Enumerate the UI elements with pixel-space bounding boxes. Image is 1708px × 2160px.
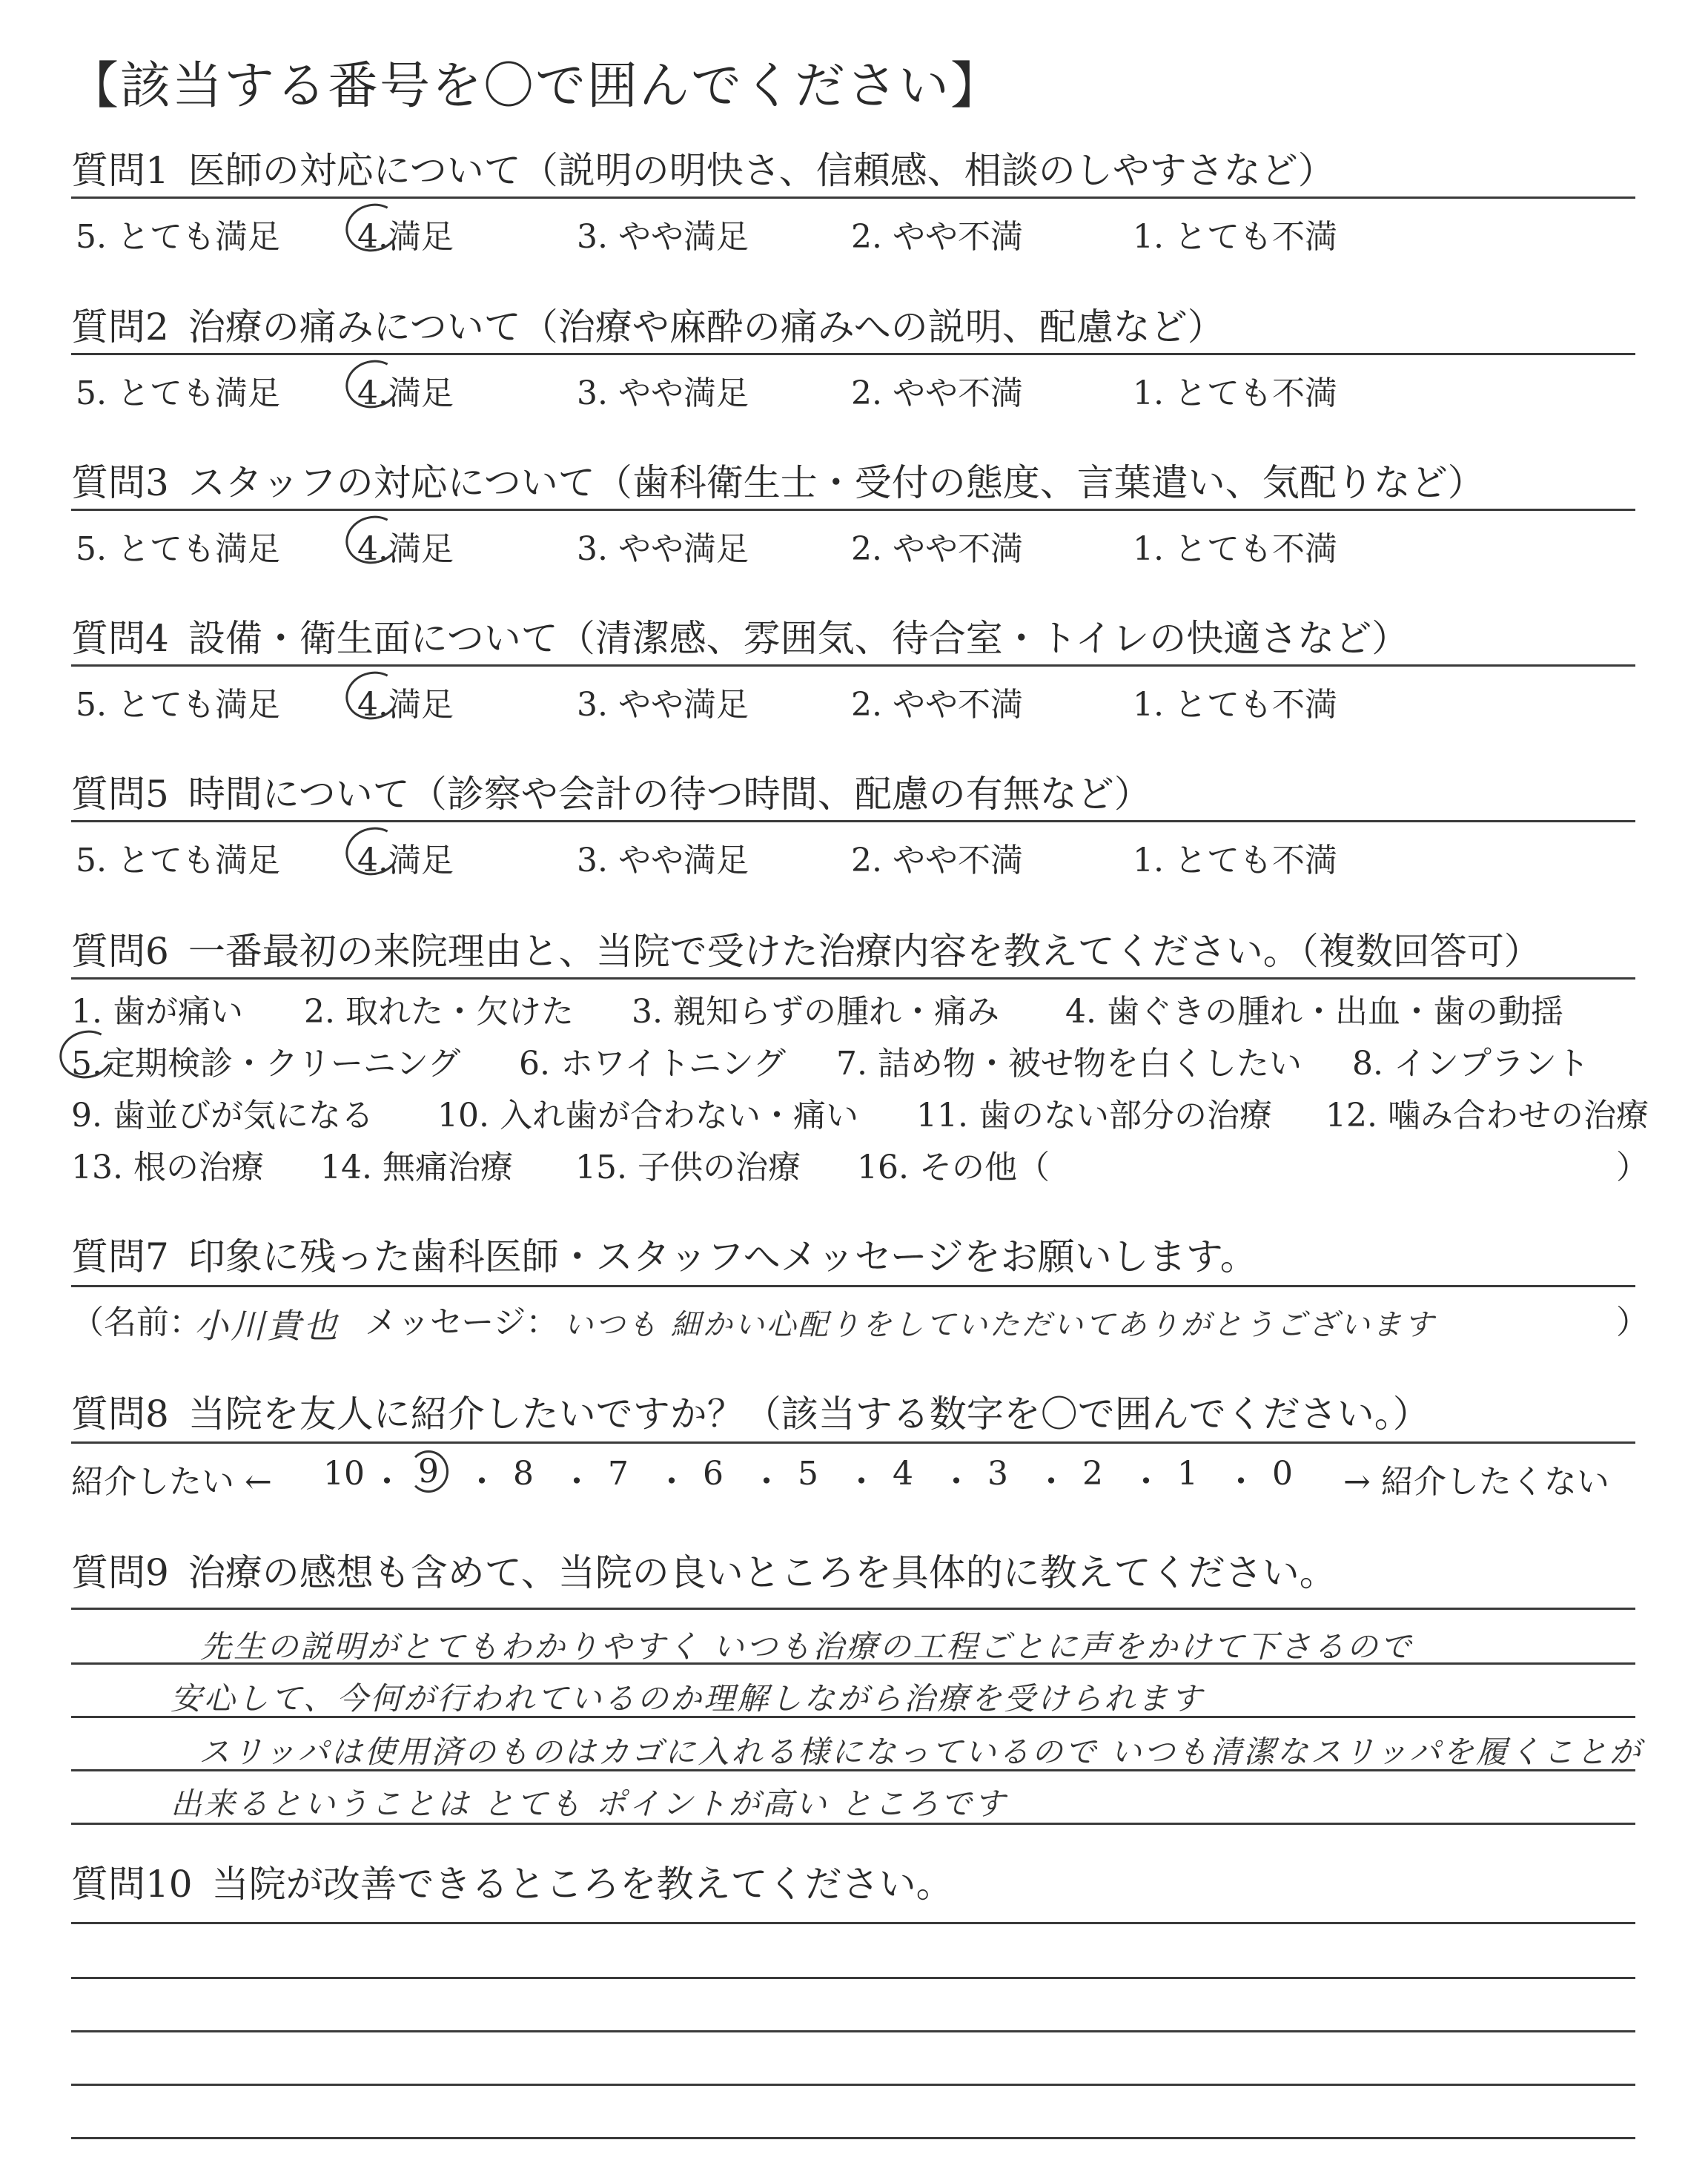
- rating-option-1[interactable]: 1. とても不満: [1133, 374, 1337, 412]
- divider: [71, 353, 1635, 355]
- rating-options: [71, 210, 1635, 254]
- visit-reason-option-5[interactable]: 5.定期検診・クリーニング: [71, 1037, 460, 1084]
- instruction-heading: 【該当する番号を〇で囲んでください】: [68, 57, 1003, 116]
- rating-option-1[interactable]: 1. とても不満: [1133, 842, 1337, 879]
- handwritten-answer-line[interactable]: 先生の説明がとてもわかりやすく いつも治療の工程ごとに声をかけて下さるので: [200, 1628, 1414, 1665]
- scale-value-7[interactable]: 7: [608, 1455, 629, 1493]
- rating-option-4[interactable]: 4.満足: [357, 833, 454, 881]
- question-3: [71, 461, 1635, 504]
- scale-value-3[interactable]: 3: [987, 1455, 1008, 1493]
- rating-option-2[interactable]: 2. やや不満: [851, 374, 1023, 412]
- divider: [71, 1285, 1635, 1287]
- scale-separator: ・: [371, 1463, 403, 1501]
- visit-reason-option-7[interactable]: 7. 詰め物・被せ物を白くしたい: [836, 1045, 1302, 1083]
- rating-options: [71, 833, 1635, 878]
- rating-option-2[interactable]: 2. やや不満: [851, 530, 1023, 568]
- scale-right-label: → 紹介したくない: [1343, 1463, 1609, 1501]
- answer-line[interactable]: [71, 1922, 1635, 1924]
- scale-value-8[interactable]: 8: [513, 1455, 534, 1493]
- scale-value-5[interactable]: 5: [798, 1455, 818, 1493]
- scale-value-10[interactable]: 10: [323, 1455, 365, 1493]
- handwritten-answer-line[interactable]: 安心して、今何が行われているのか理解しながら治療を受けられます: [171, 1680, 1205, 1717]
- visit-reason-option-3[interactable]: 3. 親知らずの腫れ・痛み: [632, 993, 999, 1031]
- question-number: 質問10: [71, 1863, 193, 1906]
- visit-reason-option-2[interactable]: 2. 取れた・欠けた: [304, 993, 574, 1031]
- rating-option-2[interactable]: 2. やや不満: [851, 686, 1023, 724]
- rating-option-1[interactable]: 1. とても不満: [1133, 530, 1337, 568]
- answer-line[interactable]: [71, 1977, 1635, 1979]
- rating-option-1[interactable]: 1. とても不満: [1133, 686, 1337, 724]
- question-number: 質問1: [71, 149, 169, 192]
- question-text: 一番最初の来院理由と、当院で受けた治療内容を教えてください。（複数回答可）: [188, 930, 1541, 973]
- rating-option-4[interactable]: 4.満足: [357, 210, 454, 257]
- message-label: メッセージ：: [365, 1304, 559, 1341]
- visit-reason-option-6[interactable]: 6. ホワイトニング: [519, 1045, 787, 1083]
- rating-option-1[interactable]: 1. とても不満: [1133, 218, 1337, 256]
- handwritten-answer-line[interactable]: 出来るということは とても ポイントが高い ところです: [171, 1786, 1007, 1822]
- scale-value-2[interactable]: 2: [1082, 1455, 1103, 1493]
- rating-option-3[interactable]: 3. やや満足: [577, 218, 749, 256]
- rating-option-4[interactable]: 4.満足: [357, 366, 454, 414]
- rating-option-5[interactable]: 5. とても満足: [76, 686, 280, 724]
- divider: [71, 196, 1635, 199]
- divider: [71, 509, 1635, 511]
- question-10: [71, 1863, 1635, 1906]
- scale-separator: ・: [1130, 1463, 1162, 1501]
- rating-options: [71, 522, 1635, 567]
- visit-reason-option-10[interactable]: 10. 入れ歯が合わない・痛い: [437, 1097, 858, 1135]
- question-number: 質問9: [71, 1551, 169, 1594]
- scale-left-label: 紹介したい ←: [71, 1463, 272, 1501]
- question-text: 当院を友人に紹介したいですか？（該当する数字を〇で囲んでください。）: [188, 1393, 1430, 1436]
- visit-reason-option-8[interactable]: 8. インプラント: [1352, 1045, 1589, 1083]
- scale-separator: ・: [845, 1463, 878, 1501]
- scale-separator: ・: [750, 1463, 783, 1501]
- message-value[interactable]: いつも 細かい心配りをしていただいてありがとうございます: [563, 1308, 1436, 1342]
- question-6: [71, 930, 1635, 973]
- question-text: 医師の対応について（説明の明快さ、信頼感、相談のしやすさなど）: [188, 149, 1335, 192]
- rating-option-3[interactable]: 3. やや満足: [577, 374, 749, 412]
- question-number: 質問6: [71, 930, 169, 973]
- question-text: 治療の痛みについて（治療や麻酔の痛みへの説明、配慮など）: [188, 305, 1225, 349]
- question-text: 当院が改善できるところを教えてください。: [211, 1863, 953, 1906]
- question-9: [71, 1551, 1635, 1594]
- visit-reason-option-16[interactable]: 16. その他（: [857, 1149, 1050, 1186]
- rating-option-3[interactable]: 3. やや満足: [577, 842, 749, 879]
- scale-separator: ・: [940, 1463, 973, 1501]
- scale-separator: ・: [655, 1463, 688, 1501]
- question-8: [71, 1393, 1635, 1436]
- visit-reason-option-12[interactable]: 12. 噛み合わせの治療: [1325, 1097, 1649, 1135]
- visit-reason-option-11[interactable]: 11. 歯のない部分の治療: [916, 1097, 1272, 1135]
- rating-option-5[interactable]: 5. とても満足: [76, 842, 280, 879]
- question-number: 質問2: [71, 305, 169, 349]
- scale-value-0[interactable]: 0: [1272, 1455, 1293, 1493]
- question-number: 質問4: [71, 617, 169, 660]
- handwritten-answer-line[interactable]: スリッパは使用済のものはカゴに入れる様になっているので いつも清潔なスリッパを履くことが: [199, 1734, 1643, 1770]
- question-4: [71, 617, 1635, 660]
- message-close-paren: ）: [1616, 1304, 1649, 1341]
- name-value[interactable]: 小川貴也: [194, 1306, 340, 1346]
- rating-options: [71, 678, 1635, 722]
- rating-option-5[interactable]: 5. とても満足: [76, 218, 280, 256]
- rating-options: [71, 366, 1635, 411]
- question-text: スタッフの対応について（歯科衛生士・受付の態度、言葉遣い、気配りなど）: [188, 461, 1485, 504]
- rating-option-2[interactable]: 2. やや不満: [851, 218, 1023, 256]
- divider: [71, 820, 1635, 822]
- question-2: [71, 305, 1635, 349]
- rating-option-5[interactable]: 5. とても満足: [76, 530, 280, 568]
- question-1: [71, 149, 1635, 192]
- question-5: [71, 773, 1635, 816]
- scale-separator: ・: [1225, 1463, 1257, 1501]
- question-number: 質問3: [71, 461, 169, 504]
- question-text: 印象に残った歯科医師・スタッフへメッセージをお願いします。: [188, 1235, 1257, 1278]
- visit-reason-option-13[interactable]: 13. 根の治療: [71, 1149, 264, 1186]
- visit-reason-option-1[interactable]: 1. 歯が痛い: [71, 993, 243, 1031]
- scale-separator: ・: [1035, 1463, 1068, 1501]
- rating-option-2[interactable]: 2. やや不満: [851, 842, 1023, 879]
- rating-option-3[interactable]: 3. やや満足: [577, 686, 749, 724]
- scale-value-1[interactable]: 1: [1177, 1455, 1198, 1493]
- divider: [71, 664, 1635, 667]
- question-text: 設備・衛生面について（清潔感、雰囲気、待合室・トイレの快適さなど）: [188, 617, 1409, 660]
- question-number: 質問8: [71, 1393, 169, 1436]
- answer-line[interactable]: [71, 2030, 1635, 2032]
- rating-option-4[interactable]: 4.満足: [357, 522, 454, 569]
- name-label: （名前：: [71, 1304, 202, 1341]
- rating-option-5[interactable]: 5. とても満足: [76, 374, 280, 412]
- scale-value-9[interactable]: 9: [408, 1450, 448, 1493]
- scale-separator: ・: [466, 1463, 498, 1501]
- answer-line: [71, 1608, 1635, 1610]
- visit-reason-option-14[interactable]: 14. 無痛治療: [320, 1149, 513, 1186]
- question-number: 質問7: [71, 1235, 169, 1278]
- question-number: 質問5: [71, 773, 169, 816]
- divider: [71, 977, 1635, 980]
- visit-reason-option-15[interactable]: 15. 子供の治療: [575, 1149, 801, 1186]
- answer-line[interactable]: [71, 2137, 1635, 2139]
- rating-option-4[interactable]: 4.満足: [357, 678, 454, 725]
- answer-line[interactable]: [71, 2084, 1635, 2086]
- scale-separator: ・: [560, 1463, 593, 1501]
- question-7: [71, 1235, 1635, 1278]
- divider: [71, 1441, 1635, 1444]
- rating-option-3[interactable]: 3. やや満足: [577, 530, 749, 568]
- recommend-scale: [71, 1455, 1635, 1499]
- other-close-paren: ）: [1616, 1149, 1649, 1186]
- question-text: 治療の感想も含めて、当院の良いところを具体的に教えてください。: [188, 1551, 1337, 1594]
- visit-reason-option-4[interactable]: 4. 歯ぐきの腫れ・出血・歯の動揺: [1065, 993, 1563, 1031]
- question-text: 時間について（診察や会計の待つ時間、配慮の有無など）: [188, 773, 1151, 816]
- scale-value-6[interactable]: 6: [703, 1455, 724, 1493]
- visit-reason-option-9[interactable]: 9. 歯並びが気になる: [71, 1097, 374, 1135]
- scale-value-4[interactable]: 4: [893, 1455, 913, 1493]
